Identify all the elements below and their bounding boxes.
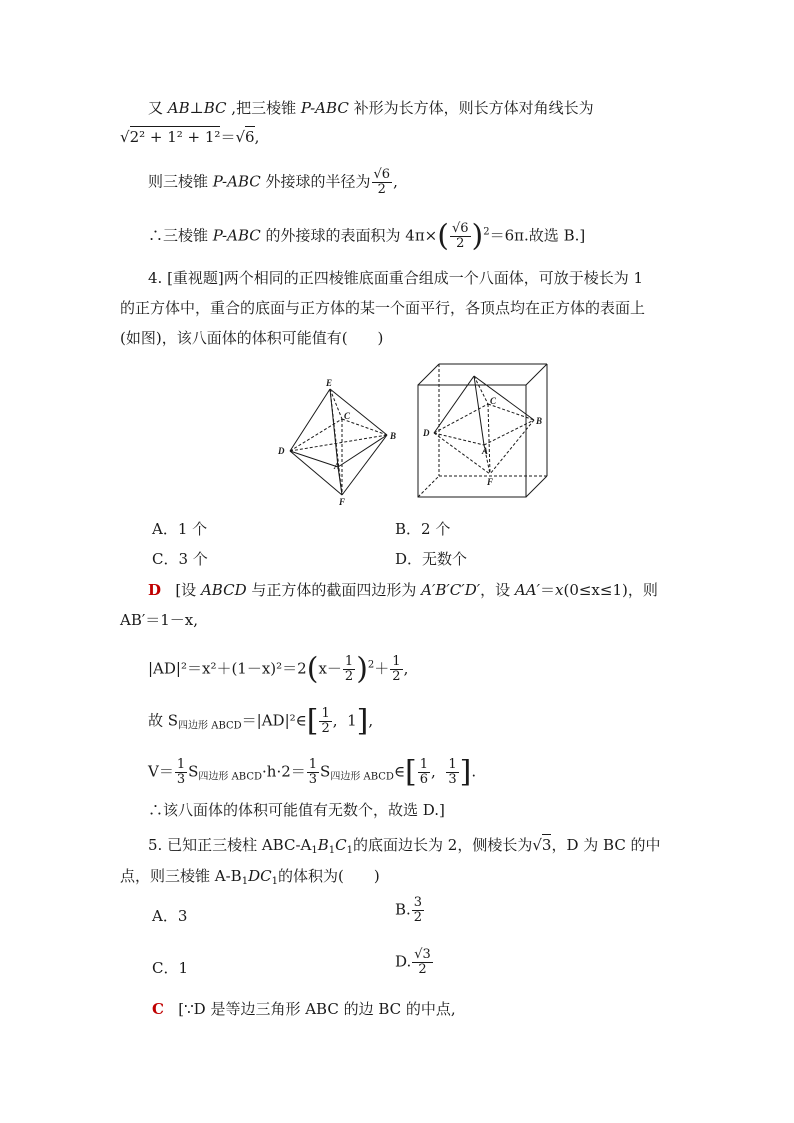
text: 2 (321, 721, 330, 736)
text: √6 (451, 221, 469, 236)
label-c: C (344, 411, 351, 421)
text: ＋ (374, 659, 390, 678)
q4-line-3: (如图)，该八面体的体积可能值有( ) (120, 329, 384, 347)
text: 3 (413, 895, 423, 910)
bracket: ] (356, 703, 369, 739)
text: 四边形 ABCD (330, 771, 394, 783)
text: √6 (373, 167, 391, 182)
sub: 1 (241, 876, 249, 887)
text: 5. 已知正三棱柱 ABC-A (148, 836, 312, 854)
text: AA′ (514, 581, 540, 599)
text: 外接球的半径为 (260, 172, 371, 191)
q4-option-c[interactable]: C．3 个 (152, 550, 208, 568)
text: 的体积为( ) (277, 867, 380, 885)
text: B. (395, 900, 411, 919)
octahedron-figure (270, 375, 400, 510)
text: C (335, 836, 347, 854)
intro-line-1 (148, 98, 594, 118)
text: 2 (456, 236, 465, 251)
sub: 1 (271, 876, 278, 887)
q4-solution-line-5 (148, 754, 477, 790)
text: A′B′C′D′ (421, 581, 481, 599)
text: , (431, 762, 446, 781)
text: 与正方体的截面四边形为 (246, 581, 422, 599)
text: P-ABC (212, 172, 261, 191)
fraction (418, 758, 430, 787)
text: 的外接球的表面积为 4π× (260, 226, 438, 245)
text: 1 (344, 654, 354, 669)
intro-line-2 (120, 127, 259, 147)
text: DC (248, 867, 272, 885)
fraction (307, 758, 319, 787)
text: 1 (321, 706, 330, 721)
text: [设 (175, 581, 201, 599)
q5-solution-line-1 (152, 999, 456, 1019)
intro-line-4 (148, 218, 586, 254)
paren: ) (356, 651, 368, 687)
text: 1 (176, 757, 186, 772)
paren: ( (437, 218, 449, 254)
cube-label-f: F (487, 477, 494, 487)
q5-option-a[interactable]: A．3 (152, 907, 188, 925)
sup: 2 (367, 659, 375, 671)
text: ∴三棱锥 (148, 226, 213, 245)
text: 点，则三棱锥 A-B (120, 867, 242, 885)
q4-solution-line-1 (148, 580, 658, 600)
text: ，设 (480, 581, 515, 599)
text: ，D 为 BC 的中 (551, 836, 661, 854)
text: , (332, 711, 348, 730)
text: 则三棱锥 (148, 172, 213, 191)
cube-label-a: A (482, 446, 489, 456)
text: , (403, 659, 409, 678)
text: , (368, 711, 374, 730)
text: V＝ (148, 762, 174, 781)
text: 3 (541, 836, 552, 854)
text: ⊥ (189, 99, 204, 117)
text: P-ABC (300, 99, 349, 117)
answer-letter: D (148, 581, 162, 599)
bracket: [ (306, 703, 319, 739)
sqrt-sign: √ (235, 128, 246, 146)
text: ＝|AD|²∈ (241, 711, 307, 730)
cube-label-c: C (490, 396, 497, 406)
label-e: E (326, 378, 333, 388)
q4-solution-line-2: AB′＝1－x, (120, 611, 199, 629)
q4-option-a[interactable]: A．1 个 (152, 520, 208, 538)
text: 补形为长方体，则长方体对角线长为 (348, 99, 594, 117)
q5-option-b[interactable] (395, 896, 425, 925)
text: 1 (308, 757, 318, 772)
q4-option-d[interactable]: D．无数个 (395, 550, 468, 568)
fraction (390, 655, 402, 684)
text: 3 (176, 772, 186, 787)
text: x (555, 581, 564, 599)
text: 1 (392, 654, 401, 669)
text: ABCD (200, 581, 247, 599)
text: 6 (419, 772, 429, 787)
fraction (412, 948, 433, 977)
text: 2² + 1² + 1² (129, 128, 221, 146)
text: ＝ (539, 581, 555, 599)
text: , (254, 128, 260, 146)
fraction (319, 707, 331, 736)
fraction (175, 758, 187, 787)
q4-solution-line-4 (148, 703, 374, 739)
text: S (320, 762, 331, 781)
text: 2 (418, 962, 427, 977)
text: √3 (414, 947, 431, 962)
cube-label-b: B (536, 416, 543, 426)
text: ＝6π.故选 B.] (489, 226, 586, 245)
text: 四边形 ABCD (198, 771, 263, 783)
intro-line-3 (148, 168, 398, 197)
text: (0≤x≤1)，则 (563, 581, 658, 599)
text: D. (395, 952, 412, 971)
text: 2 (392, 669, 401, 684)
answer-letter: C (152, 1000, 164, 1018)
text: 故 S (148, 711, 179, 730)
paren: ( (306, 651, 319, 687)
fraction (412, 896, 424, 925)
label-b: B (390, 431, 397, 441)
text: 四边形 ABCD (178, 720, 242, 732)
text: |AD|²＝x²＋(1－x)²＝2 (148, 659, 307, 678)
label-d: D (278, 446, 285, 456)
text: 2 (344, 669, 354, 684)
sub: 1 (346, 845, 354, 856)
text: ∈ (393, 762, 406, 781)
label-a: A (334, 461, 341, 471)
text: 3 (448, 772, 457, 787)
q5-option-d[interactable] (395, 948, 434, 977)
text: BC (203, 99, 227, 117)
sqrt-sign: √ (532, 836, 542, 854)
q5-line-1 (148, 835, 661, 861)
paren: ) (471, 218, 484, 254)
cube-label-d: D (423, 428, 430, 438)
q4-option-b[interactable]: B．2 个 (395, 520, 451, 538)
text: 6 (245, 128, 255, 146)
text: S (188, 762, 199, 781)
q4-solution-line-3 (148, 651, 409, 687)
text: AB (167, 99, 190, 117)
fraction (372, 168, 393, 197)
label-f: F (339, 497, 346, 507)
text: . (471, 762, 477, 781)
q4-solution-line-6: ∴该八面体的体积可能值有无数个，故选 D.] (148, 801, 445, 819)
cube-octahedron-figure (412, 360, 554, 502)
text: [∵D 是等边三角形 ABC 的边 BC 的中点, (178, 1000, 456, 1018)
text: ,把三棱锥 (226, 99, 301, 117)
bracket: [ (405, 754, 417, 790)
text: P-ABC (212, 226, 261, 245)
fraction (446, 758, 458, 787)
text: B (317, 836, 329, 854)
text: , (393, 172, 398, 191)
text: ·h·2＝ (262, 762, 306, 781)
q5-option-c[interactable]: C．1 (152, 959, 189, 977)
text: 1 (448, 757, 457, 772)
q4-line-1: 4. [重视题]两个相同的正四棱锥底面重合组成一个八面体，可放于棱长为 1 (148, 269, 644, 287)
text: 2 (377, 182, 386, 197)
q5-line-2 (120, 866, 380, 892)
sub: 1 (328, 845, 336, 856)
sup: 2 (483, 226, 490, 238)
fraction (343, 655, 355, 684)
text: 的底面边长为 2，侧棱长为 (353, 836, 533, 854)
text: 2 (413, 910, 423, 925)
sub: 1 (311, 845, 318, 856)
fraction (450, 222, 471, 251)
q4-line-2: 的正方体中，重合的底面与正方体的某一个面平行，各顶点均在正方体的表面上 (120, 299, 646, 317)
text: 1 (419, 757, 429, 772)
text: 又 (148, 99, 168, 117)
sqrt-sign: √ (120, 128, 130, 146)
bracket: ] (459, 754, 472, 790)
text: 1 (347, 711, 357, 730)
text: 3 (308, 772, 318, 787)
text: ＝ (220, 128, 236, 146)
text: x－ (318, 659, 342, 678)
